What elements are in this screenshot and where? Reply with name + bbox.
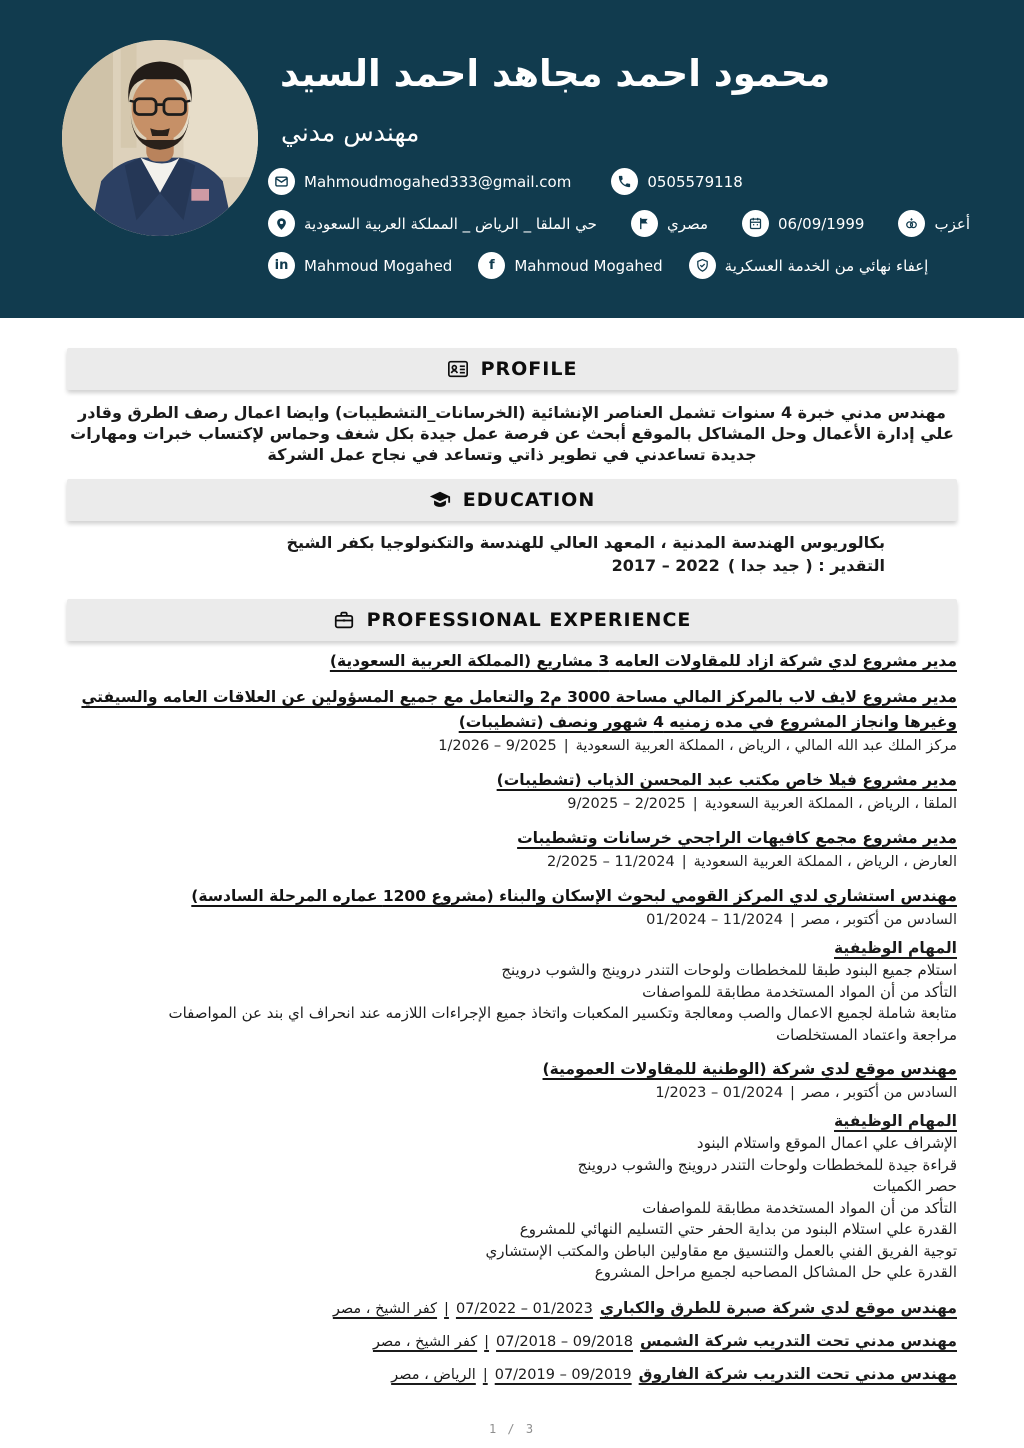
- section-header-education: [67, 479, 957, 521]
- contact-email: [268, 168, 571, 195]
- birthdate-label: 06/09/1999: [778, 214, 865, 233]
- tasks-heading: المهام الوظيفية: [834, 939, 957, 957]
- experience-location: مركز الملك عبد الله المالي ، الرياض ، المملكة العربية السعودية: [575, 738, 957, 754]
- facebook-icon: f: [478, 252, 505, 279]
- contact-birthdate: [742, 210, 864, 237]
- education-grade-label: التقدير : ( جيد جدا ): [727, 556, 885, 575]
- document-body: [0, 318, 1024, 1383]
- experience-location: الملقا ، الرياض ، المملكة العربية السعودية: [704, 796, 957, 812]
- task-item: استلام جميع البنود طبقا للمخططات ولوحات التندر دروينج والشوب دروينج: [501, 961, 957, 979]
- address-label: حي الملقا _ الرياض _ المملكة العربية السعودية: [304, 214, 597, 233]
- meta-separator: |: [790, 1085, 795, 1101]
- meta-separator: |: [444, 1300, 449, 1317]
- calendar-icon: [742, 210, 769, 237]
- education-section-title: EDUCATION: [462, 489, 596, 511]
- experience-title: مهندس استشاري لدي المركز القومي لبحوث الإسكان والبناء (مشروع 1200 عماره المرحلة السادسة): [191, 887, 957, 905]
- experience-title: مهندس موقع لدي شركة (الوطنية للمقاولات العمومية): [542, 1060, 957, 1078]
- person-job-title: مهندس مدني: [281, 118, 420, 147]
- experience-location: كفر الشيخ ، مصر: [332, 1300, 438, 1317]
- experience-meta: [67, 794, 957, 815]
- profile-summary: مهندس مدني خبرة 4 سنوات تشمل العناصر الإنشائية (الخرسانات_التشطيبات) وايضا اعمال رصف الطرق وقادر علي إدارة الأعمال وحل المشاكل بالموقع أبحث عن فرصة عمل جيدة بكل شغف وحماس لإكتساب خبرات ومهارات جديدة تساعدني في تطوير ذاتي وتساعد في نجاح عمل الشركة: [70, 403, 954, 464]
- experience-dates: 01/2024 – 11/2024: [646, 912, 784, 928]
- nationality-label: مصري: [666, 214, 709, 233]
- avatar: [62, 40, 258, 236]
- education-degree: بكالوريوس الهندسة المدنية ، المعهد العالي للهندسة والتكنولوجيا بكفر الشيخ: [286, 533, 885, 552]
- meta-separator: |: [681, 854, 687, 870]
- graduation-cap-icon: [429, 489, 451, 511]
- experience-entry: [67, 685, 957, 757]
- experience-dates: 9/2025 – 2/2025: [567, 796, 686, 812]
- contact-address: [268, 210, 597, 237]
- experience-dates: 2/2025 – 11/2024: [546, 854, 675, 870]
- experience-title: مدير مشروع لدي شركة ازاد للمقاولات العامه 3 مشاريع (المملكة العربية السعودية): [329, 652, 957, 670]
- experience-title: مهندس مدني تحت التدريب شركة الشمس: [639, 1331, 957, 1350]
- experience-title: مهندس موقع لدي شركة صبرة للطرق والكباري: [599, 1298, 957, 1317]
- task-item: متابعة شاملة لجميع الاعمال والصب ومعالجة وتكسير المكعبات واتخاذ جميع الإجراءات اللازمه عند انحراف اي بند عن المواصفات: [168, 1004, 957, 1022]
- contact-facebook: [478, 252, 662, 279]
- email-label[interactable]: Mahmoudmogahed333@gmail.com: [304, 172, 572, 191]
- contact-military-service: [689, 252, 929, 279]
- tasks-heading: المهام الوظيفية: [834, 1112, 957, 1130]
- experience-meta: [67, 852, 957, 873]
- experience-meta: [67, 736, 957, 757]
- experience-dates: 07/2018 – 09/2018: [496, 1333, 633, 1350]
- experience-entry: [67, 768, 957, 815]
- experience-dates: 1/2023 – 01/2024: [655, 1085, 784, 1101]
- education-entry: [67, 531, 957, 577]
- person-name: محمود احمد مجاهد احمد السيد: [280, 52, 831, 95]
- education-grade-dates: 2017 – 2022: [611, 556, 720, 575]
- contact-marital-status: [898, 210, 970, 237]
- flag-icon: [631, 210, 658, 237]
- contact-nationality: [631, 210, 708, 237]
- task-item: الإشراف علي اعمال الموقع واستلام البنود: [696, 1134, 957, 1152]
- contact-row-2: [268, 210, 970, 237]
- experience-location: كفر الشيخ ، مصر: [372, 1333, 478, 1350]
- experience-title: مدير مشروع فيلا خاص مكتب عبد المحسن الذياب (تشطيبات): [496, 771, 957, 789]
- education-grade: [67, 554, 885, 577]
- experience-location: السادس من أكتوبر ، مصر: [801, 1085, 957, 1101]
- experience-entry: [67, 1365, 957, 1383]
- meta-separator: |: [790, 912, 795, 928]
- task-item: التأكد من أن المواد المستخدمة مطابقة للمواصفات: [642, 982, 957, 1001]
- id-card-icon: [447, 358, 469, 380]
- experience-section-title: PROFESSIONAL EXPERIENCE: [366, 609, 692, 631]
- experience-dates: 1/2026 – 9/2025: [438, 738, 557, 754]
- shield-icon: [689, 252, 716, 279]
- experience-entry: [67, 1057, 957, 1284]
- task-item: قراءة جيدة للمخططات ولوحات التندر دروينج والشوب دروينج: [577, 1155, 957, 1174]
- briefcase-icon: [333, 609, 355, 631]
- task-item: مراجعة واعتماد المستخلصات: [775, 1025, 957, 1044]
- email-icon: [268, 168, 295, 195]
- meta-separator: |: [484, 1333, 490, 1350]
- contact-linkedin: [268, 252, 452, 279]
- task-item: توجية الفريق الفني بالعمل والتنسيق مع مقاولين الباطن والمكتب الإستشاري: [485, 1241, 957, 1260]
- linkedin-label[interactable]: Mahmoud Mogahed: [304, 256, 453, 275]
- experience-location: الرياض ، مصر: [391, 1366, 476, 1383]
- experience-entry: [67, 649, 957, 674]
- header: [0, 0, 1024, 318]
- meta-separator: |: [692, 796, 698, 812]
- task-item: التأكد من أن المواد المستخدمة مطابقة للمواصفات: [642, 1198, 957, 1217]
- contact-phone: [611, 168, 742, 195]
- experience-title: مدير مشروع لايف لاب بالمركز المالي مساحة 3000 م2 والتعامل مع جميع المسؤولين عن العلاقات العامه والسيفتي وغيرها وانجاز المشروع في مده زمنيه 4 شهور ونصف (تشطيبات): [81, 688, 957, 731]
- experience-entry: [67, 1332, 957, 1350]
- experience-entry: [67, 884, 957, 1046]
- profile-section-title: PROFILE: [480, 358, 578, 380]
- experience-dates: 07/2022 – 01/2023: [455, 1300, 593, 1317]
- task-item: حصر الكميات: [872, 1177, 957, 1195]
- rings-icon: [898, 210, 925, 237]
- experience-location: العارض ، الرياض ، المملكة العربية السعودية: [693, 854, 957, 870]
- meta-separator: |: [482, 1366, 488, 1383]
- meta-separator: |: [563, 738, 569, 754]
- portrait-photo: [62, 40, 258, 236]
- contact-row-1: [268, 168, 964, 195]
- facebook-label[interactable]: Mahmoud Mogahed: [514, 256, 663, 275]
- experience-dates: 07/2019 – 09/2019: [494, 1366, 632, 1383]
- task-item: القدرة علي استلام البنود من بداية الحفر حتي التسليم النهائي للمشروع: [519, 1220, 957, 1238]
- linkedin-icon: in: [268, 252, 295, 279]
- experience-entry: [67, 826, 957, 873]
- experience-list: [67, 649, 957, 1383]
- military-service-label: إعفاء نهائي من الخدمة العسكرية: [724, 256, 929, 275]
- task-item: القدرة علي حل المشاكل المصاحبه لجميع مراحل المشروع: [594, 1263, 957, 1281]
- section-header-experience: [67, 599, 957, 641]
- experience-meta: [67, 910, 957, 931]
- marital-status-label: أعزب: [934, 214, 970, 233]
- experience-meta: [67, 1083, 957, 1104]
- page-number: 1 / 3: [488, 1422, 536, 1436]
- phone-icon: [611, 168, 638, 195]
- experience-location: السادس من أكتوبر ، مصر: [801, 912, 957, 928]
- location-icon: [268, 210, 295, 237]
- experience-entry: [67, 1299, 957, 1317]
- experience-title: مهندس مدني تحت التدريب شركة الفاروق: [638, 1364, 957, 1383]
- experience-title: مدير مشروع مجمع كافيهات الراجحي خرسانات وتشطيبات: [517, 829, 957, 847]
- phone-label[interactable]: 0505579118: [647, 172, 743, 191]
- contact-row-3: [268, 252, 964, 279]
- section-header-profile: [67, 348, 957, 390]
